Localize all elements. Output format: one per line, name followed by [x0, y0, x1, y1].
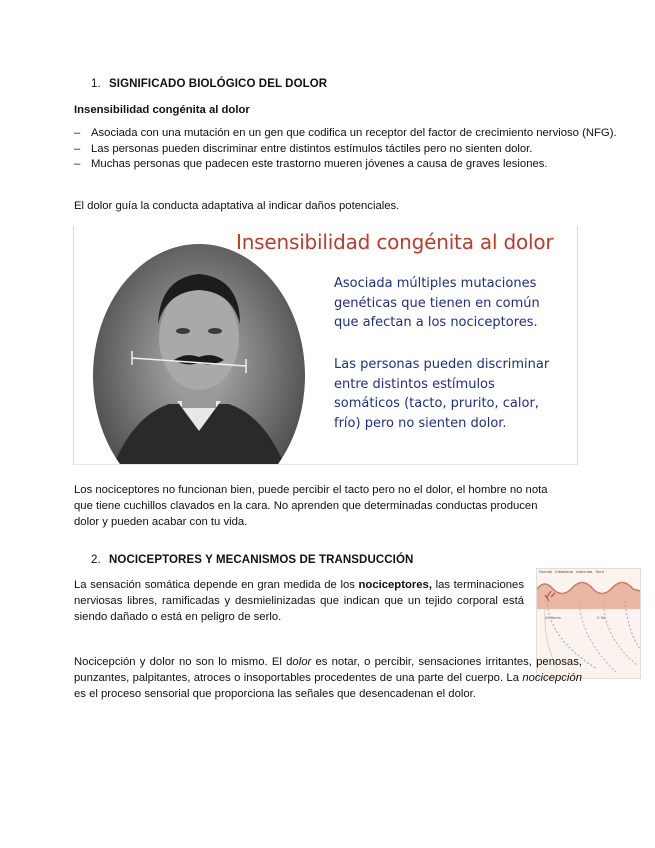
paragraph-nocicepcion — [74, 654, 582, 702]
bullet-text: Las personas pueden discriminar entre distintos estímulos táctiles pero no sienten dolor. — [91, 142, 533, 155]
slide-line: genéticas que tienen en común — [334, 295, 540, 311]
list-item — [74, 126, 619, 142]
section-1-heading — [91, 78, 327, 90]
slide-image — [73, 226, 578, 465]
slide-line: frío) pero no sienten dolor. — [334, 415, 507, 431]
figure-label: Sent — [595, 569, 604, 574]
image-caption — [74, 482, 594, 530]
italic-term: nocicepción — [522, 672, 582, 684]
section-1-title: SIGNIFICADO BIOLÓGICO DEL DOLOR — [109, 78, 328, 90]
bullet-marker: – — [74, 127, 81, 139]
caption-line: Los nociceptores no funcionan bien, puede percibir el tacto pero no el dolor, el hombre no nota — [74, 484, 548, 496]
italic-term: olor — [292, 656, 312, 668]
text-run: las terminaciones nerviosas libres, ramificadas y desmielinizadas que indican que un tejido corporal está siendo dañado o está en peligro de serlo. — [74, 579, 524, 623]
list-item — [74, 157, 619, 173]
slide-line: Asociada múltiples mutaciones — [334, 276, 537, 291]
slide-paragraph-2 — [334, 355, 549, 433]
bullet-list — [74, 126, 619, 173]
section-2-heading — [91, 554, 413, 566]
text-run: es el proceso sensorial que proporciona las señales que desencadenan el dolor. — [74, 688, 476, 700]
bullet-marker: – — [74, 142, 81, 155]
slide-paragraph-1 — [334, 274, 540, 333]
bullet-marker: – — [74, 158, 81, 170]
slide-line: somáticos (tacto, prurito, calor, — [334, 396, 539, 411]
slide-title: Insensibilidad congénita al dolor — [236, 230, 554, 254]
caption-line: que tiene cuchillos clavados en la cara. No aprenden que determinadas conductas producen — [74, 500, 538, 512]
section-2-number: 2. — [91, 554, 101, 566]
list-item — [74, 142, 619, 158]
caption-line: dolor y pueden acabar con tu vida. — [74, 516, 248, 528]
figure-label: Adherida — [576, 569, 593, 574]
slide-line: entre distintos estímulos — [334, 376, 495, 392]
figure-label: Normal — [539, 569, 552, 574]
bullet-text: Asociada con una mutación en un gen que codifica un receptor del factor de crecimiento nervioso (NFG). — [91, 127, 617, 139]
slide-line: que afectan a los nociceptores. — [334, 315, 538, 330]
portrait-photo — [74, 226, 319, 464]
section-2-title: NOCICEPTORES Y MECANISMOS DE TRANSDUCCIÓN — [109, 554, 414, 566]
figure-label: Inflamada — [555, 569, 573, 574]
intro-line: El dolor guía la conducta adaptativa al indicar daños potenciales. — [74, 200, 400, 212]
figure-label: Aδ fibers — [545, 615, 561, 620]
text-run: La sensación somática depende en gran medida de los — [74, 579, 359, 591]
bullet-text: Muchas personas que padecen este trastorno mueren jóvenes a causa de graves lesiones. — [91, 158, 548, 170]
text-run: es notar, o percibir, sensaciones irritantes, penosas, punzantes, palpitantes, atroces o insoportables procedentes de una parte del cuerpo. La — [74, 656, 582, 684]
slide-line: Las personas pueden discriminar — [334, 357, 550, 372]
text-run: Nocicepción y dolor no son lo mismo. El d — [74, 656, 293, 668]
figure-label: C fib — [597, 615, 606, 620]
paragraph-nociceptores — [74, 577, 524, 625]
section-1-number: 1. — [91, 78, 101, 90]
bold-term: nociceptores, — [358, 579, 432, 591]
figure-label-row — [539, 569, 640, 574]
subtitle: Insensibilidad congénita al dolor — [74, 104, 250, 116]
